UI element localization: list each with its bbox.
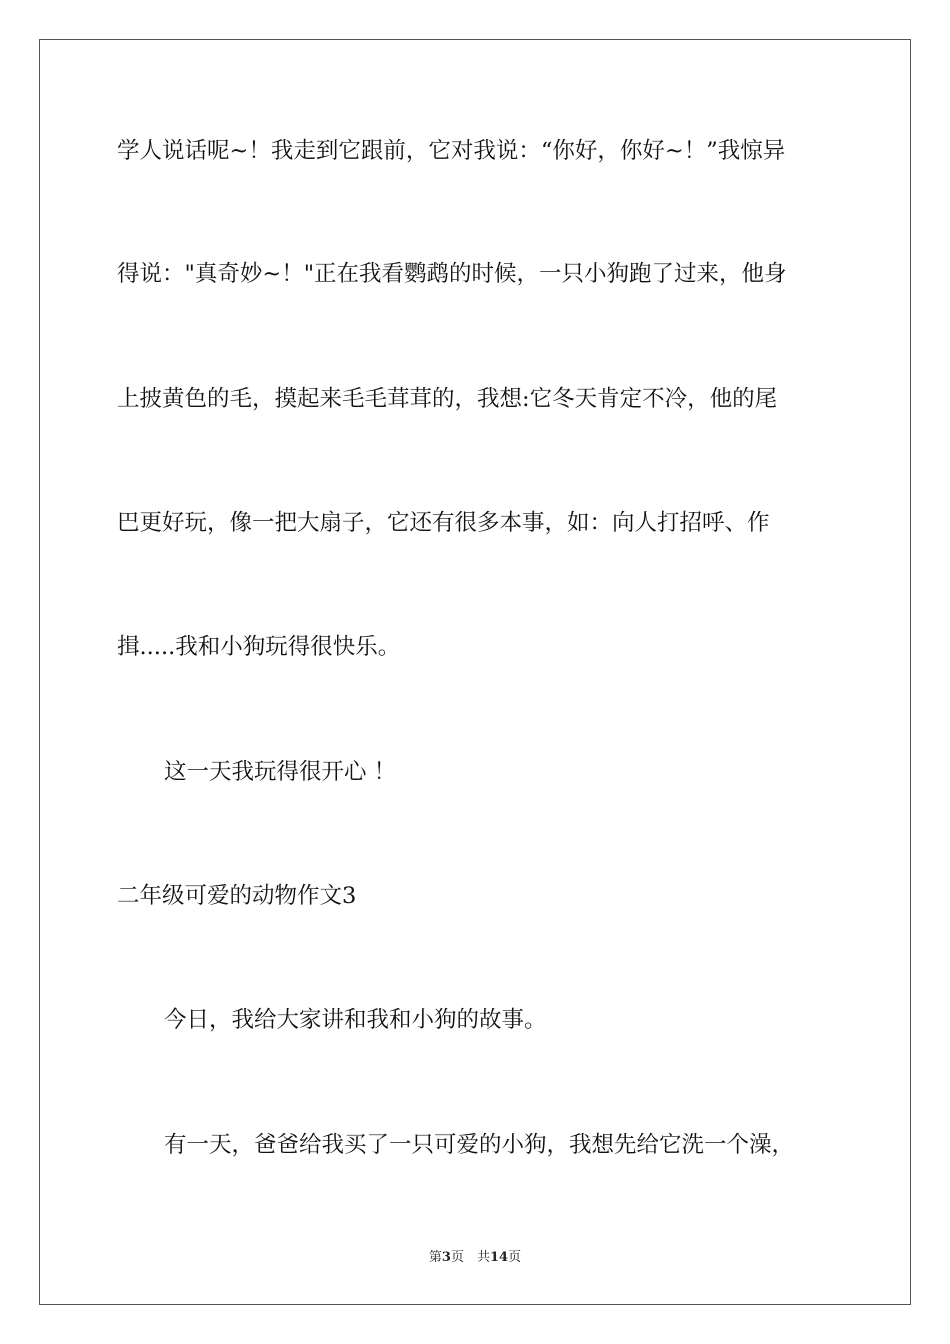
- body-line-6: 这一天我玩得很开心 ！: [164, 759, 397, 785]
- body-line-2: 得说："真奇妙~！"正在我看鹦鹉的时候，一只小狗跑了过来，他身: [117, 261, 787, 287]
- footer-total-pages: 14: [489, 1250, 509, 1265]
- body-line-1: 学人说话呢~！我走到它跟前，它对我说：“你好，你好~！”我惊异: [117, 138, 786, 164]
- section-heading: 二年级可爱的动物作文3: [117, 883, 357, 909]
- body-line-4: 巴更好玩，像一把大扇子，它还有很多本事，如：向人打招呼、作: [117, 510, 770, 536]
- body-line-9: 有一天，爸爸给我买了一只可爱的小狗，我想先给它洗一个澡，: [164, 1132, 795, 1158]
- footer-current-page: 3: [441, 1250, 451, 1265]
- body-line-8: 今日，我给大家讲和我和小狗的故事。: [164, 1007, 547, 1033]
- footer-suffix: 页: [508, 1250, 522, 1265]
- page-border: [39, 39, 911, 1305]
- body-line-3: 上披黄色的毛，摸起来毛毛茸茸的，我想:它冬天肯定不冷，他的尾: [117, 386, 778, 412]
- page-footer: [0, 1246, 950, 1265]
- footer-prefix: 第: [428, 1250, 442, 1265]
- body-line-5: 揖.....我和小狗玩得很快乐。: [117, 634, 401, 660]
- footer-middle: 页 共: [450, 1250, 490, 1265]
